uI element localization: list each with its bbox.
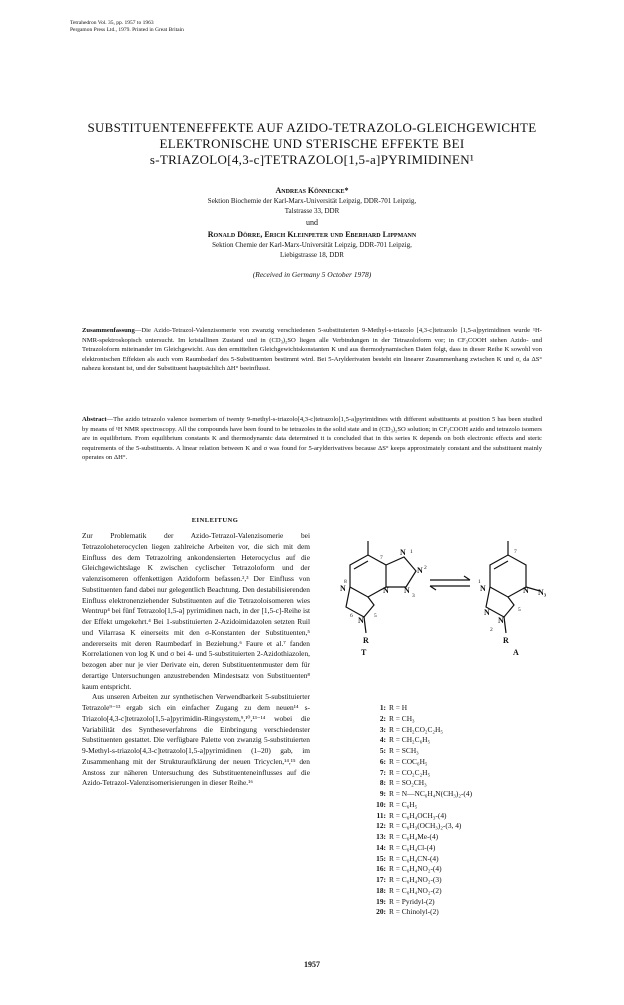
author-2: Ronald Dörre, Erich Kleinpeter und Eberhard Lippmann xyxy=(207,230,417,239)
a-atom-n4: N xyxy=(484,608,490,617)
compound-substituent: R = C₆H₄Me-(4) xyxy=(389,832,439,841)
compound-substituent: R = SCH₃ xyxy=(389,746,419,755)
compound-item xyxy=(368,789,568,800)
equilibrium-arrow-forward xyxy=(430,576,470,580)
compound-list xyxy=(368,703,568,918)
and-separator: und xyxy=(306,218,318,227)
journal-citation: Tetrahedron Vol. 35, pp. 1957 to 1963 xyxy=(70,20,154,26)
compound-substituent: R = CH₂C₆H₅ xyxy=(389,735,431,745)
intro-paragraph-1: Zur Problematik der Azido-Tetrazol-Valenzisomerie bei Tetrazoloheterocyclen liegen zahlreiche Arbeiten vor, die sich mit dem Einfluss des dem Tetrazolring ankondensierten Heterocyclus auf die Gleichgewichtslage K zwischen cyclischer Tetrazoloform und der valenzisomeren offenkettigen Azidoform befassen.²,³ Der Einfluss von Substituenten fand dabei nur gelegentlich Beachtung. Den destabilisierenden Einfluss elektronenziehender Substituenten auf die Tetrazoloisomeren wies Wentrup⁴ bei fünf Tetrazolo[1,5-a] pyrimidinen nach, in der [1,5-c]-Reihe ist der Effekt umgekehrt.⁴ Bei 1-substituierten 2-Azidoimidazolen setzten Ruil und Vilarrasa K einerseits mit den σ-Konstanten der Substituenten,⁵ andererseits mit deren Raumbedarf in Beziehung.⁶ Faure et al.⁷ fanden Korrelationen von log K und σ bei 4- und 5-substituierten 2-Azidothiazolen, bezogen aber nur je vier Derivate ein, deren Substituentenmuster dem für derartige Untersuchungen anzustrebenden Mindestsatz von Substituenten⁸ kaum entspricht. xyxy=(82,531,310,691)
compound-item xyxy=(368,714,568,725)
t-atom-n3: N xyxy=(404,586,410,595)
publisher-line: Pergamon Press Ltd., 1979. Printed in Great Britain xyxy=(70,27,184,33)
t-atom-n6: N xyxy=(358,616,364,625)
t-locant-7: 7 xyxy=(380,555,383,561)
compound-number: 5: xyxy=(379,746,386,755)
page-number: 1957 xyxy=(304,960,320,969)
tetrazolo-form-label: T xyxy=(361,648,367,657)
received-date: (Received in Germany 5 October 1978) xyxy=(252,270,372,279)
compound-number: 15: xyxy=(376,853,386,863)
compound-item xyxy=(368,746,568,757)
compound-number: 4: xyxy=(379,735,386,745)
compound-number: 7: xyxy=(379,767,386,777)
abstract-english xyxy=(82,415,542,463)
a-locant-2: 2 xyxy=(490,627,493,633)
equilibrium-arrow-back xyxy=(430,586,470,590)
introduction-text xyxy=(82,531,310,789)
abstract-german-text: —Die Azido-Tetrazol-Valenzisomerie von zwanzig verschiedenen 5-substituierten 9-Methyl-s-triazolo [4,3-c]tetrazolo [1,5-a]pyrimidinen wurde ¹H-NMR-spektroskopisch untersucht. Im kristallinen Zustand und in (CD₃)₂SO liegen alle Verbindungen in der Tetrazoloform vor; in CF₃COOH stehen Azido- und Tetrazoloform miteinander im Gleichgewicht. Aus den ermittelten Gleichgewichtskonstanten K und aus thermodynamischen Daten folgt, dass in dieser Reihe K sowohl von elektronischen Effekten als auch vom Raumbedarf des 5-Substituenten bestimmt wird. Bei 5-Arylderivaten besteht ein linearer Zusammenhang zwischen K und σ, da ΔS° nahezu konstant ist, und der Substituent hauptsächlich ΔH° beeinflusst. xyxy=(82,327,542,373)
affiliation-1-line-1: Sektion Biochemie der Karl-Marx-Universität Leipzig, DDR-701 Leipzig, xyxy=(207,197,417,205)
compound-substituent: R = C₆H₃(OCH₃)₂-(3, 4) xyxy=(389,821,462,831)
t-locant-3: 3 xyxy=(412,593,415,599)
t-atom-n1: N xyxy=(400,548,406,557)
compound-substituent: R = Pyridyl-(2) xyxy=(389,896,435,906)
t-locant-1: 1 xyxy=(410,549,413,555)
compound-item xyxy=(368,811,568,822)
compound-substituent: R = C₆H₄CN-(4) xyxy=(389,853,439,863)
compound-number: 2: xyxy=(379,713,386,723)
a-r-bond xyxy=(504,617,506,633)
compound-substituent: R = Chinolyl-(2) xyxy=(389,907,439,917)
compound-number: 9: xyxy=(379,789,386,798)
compound-substituent: R = C₆H₄Cl-(4) xyxy=(389,842,436,852)
compound-number: 6: xyxy=(379,756,386,766)
intro-paragraph-2: Aus unseren Arbeiten zur synthetischen Verwendbarkeit 5-substituierter Tetrazole⁹⁻¹³ ergab sich ein einfacher Zugang zu dem neuen¹⁴ s-Triazolo[4,3-c]tetrazolo[1,5-a]pyrimidin-Ringsystem,⁹,¹⁰,¹³⁻¹⁴ wobei die Variabilität des Syntheseverfahrens die Einbringung verschiedenster Substituenten gestattet. Die verfügbare Palette von zwanzig 5-substituierten 9-Methyl-s-triazolo[4,3-c]tetrazolo[1,5-a]pyrimidinen (1–20) gab, im Zusammenhang mit der Strukturaufklärung der neuen Tricyclen,¹⁴,¹⁵ den Anstoss zur näheren Untersuchung des Substituenteneinflusses auf die Azido-Tetrazol-Valenzisomerisierungen in dieser Reihe.¹⁶ xyxy=(82,692,310,788)
compound-item xyxy=(368,778,568,789)
equilibrium-scheme xyxy=(320,525,550,655)
compound-item xyxy=(368,897,568,908)
compound-number: 14: xyxy=(376,842,386,852)
compound-substituent: R = C₆H₅ xyxy=(389,799,418,809)
azido-form-label: A xyxy=(513,648,519,657)
a-locant-7: 7 xyxy=(514,549,517,555)
compound-item xyxy=(368,735,568,746)
author-block xyxy=(60,186,564,280)
abstract-german xyxy=(82,326,542,374)
compound-substituent: R = C₆H₄NO₂-(3) xyxy=(389,875,442,884)
compound-number: 18: xyxy=(376,885,386,895)
a-atom-n2: N xyxy=(523,586,529,595)
a-atom-azide: N₃ xyxy=(538,588,547,597)
compound-substituent: R = COC₆H₅ xyxy=(389,756,428,766)
title-line-2: ELEKTRONISCHE UND STERISCHE EFFEKTE BEI xyxy=(159,136,465,151)
t-locant-8: 8 xyxy=(344,579,347,585)
t-atom-r: R xyxy=(363,636,369,645)
compound-substituent: R = SO₂CH₃ xyxy=(389,778,427,788)
a-locant-1: 1 xyxy=(478,579,481,585)
compound-number: 11: xyxy=(376,810,386,820)
compound-substituent: R = C₆H₄NO₂-(2) xyxy=(389,885,442,895)
a-locant-5: 5 xyxy=(518,607,521,613)
compound-number: 3: xyxy=(379,724,386,734)
t-atom-n4: N xyxy=(383,586,389,595)
abstract-english-lead: Abstract xyxy=(82,416,107,423)
compound-item xyxy=(368,843,568,854)
a-triazole-ring xyxy=(486,587,514,617)
a-atom-n3: N xyxy=(498,616,504,625)
compound-number: 20: xyxy=(376,907,386,917)
compound-item xyxy=(368,886,568,897)
a-atom-r: R xyxy=(503,636,509,645)
affiliation-2-line-1: Sektion Chemie der Karl-Marx-Universität Leipzig, DDR-701 Leipzig, xyxy=(212,241,412,249)
compound-item xyxy=(368,768,568,779)
compound-item xyxy=(368,725,568,736)
compound-number: 17: xyxy=(376,875,386,884)
compound-item xyxy=(368,703,568,714)
compound-substituent: R = C₆H₄OCH₃-(4) xyxy=(389,810,447,820)
affiliation-2-line-2: Liebigstrasse 18, DDR xyxy=(280,251,344,259)
compound-number: 16: xyxy=(376,864,386,874)
compound-item xyxy=(368,864,568,875)
a-atom-n1: N xyxy=(480,584,486,593)
compound-item xyxy=(368,875,568,886)
title-line-1: SUBSTITUENTENEFFEKTE AUF AZIDO-TETRAZOLO-GLEICHGEWICHTE xyxy=(87,120,537,135)
compound-substituent: R = H xyxy=(389,703,408,712)
compound-number: 19: xyxy=(376,896,386,906)
compound-item xyxy=(368,907,568,918)
compound-item xyxy=(368,832,568,843)
title-line-3: s-TRIAZOLO[4,3-c]TETRAZOLO[1,5-a]PYRIMIDINEN¹ xyxy=(149,152,475,167)
compound-substituent: R = CO₂C₂H₅ xyxy=(389,767,431,777)
abstract-german-lead: Zusammenfassung xyxy=(82,327,135,334)
compound-number: 1: xyxy=(379,703,386,712)
abstract-english-text: —The azido tetrazolo valence isomerism of twenty 9-methyl-s-triazolo[4,3-c]tetrazolo[1,5-a]pyrimidines with different substituents at position 5 has been studied by means of ¹H NMR spectroscopy. All the compounds have been found to be tetrazoles in the solid state and in (CD₃)₂SO solution; in CF₃COOH azido and tetrazolo isomers are in equilibrium. From equilibrium constants K and thermodynamic data determined it is concluded that in this series K depends on both electronic effects and steric requirements of the 5-substituents. A linear relation between K and σ was found for 5-arylderivatives because ΔS° keeps approximately constant and the substituent mainly operates on ΔH°. xyxy=(82,416,542,462)
journal-header xyxy=(70,20,184,34)
compound-number: 12: xyxy=(376,821,386,831)
compound-number: 13: xyxy=(376,832,386,841)
affiliation-1-line-2: Talstrasse 33, DDR xyxy=(284,207,340,215)
compound-substituent: R = CH₂CO₂C₂H₅ xyxy=(389,724,443,734)
compound-item xyxy=(368,800,568,811)
compound-substituent: R = C₆H₄NO₂-(4) xyxy=(389,864,442,874)
paper-title xyxy=(10,120,614,168)
compound-number: 10: xyxy=(376,799,386,809)
t-atom-n5: N xyxy=(340,584,346,593)
compound-number: 8: xyxy=(379,778,386,788)
compound-substituent: R = CH₃ xyxy=(389,713,415,723)
section-heading: EINLEITUNG xyxy=(191,517,239,524)
compound-item xyxy=(368,854,568,865)
t-tetrazole-ring xyxy=(386,557,416,587)
author-1: Andreas Könnecke* xyxy=(275,186,349,195)
t-locant-6: 6 xyxy=(350,613,353,619)
t-r-bond xyxy=(364,617,366,633)
compound-substituent: R = N—NC₆H₄N(CH₃)₂-(4) xyxy=(389,789,473,798)
t-atom-n2: N xyxy=(417,566,423,575)
compound-item xyxy=(368,757,568,768)
t-locant-5: 5 xyxy=(374,613,377,619)
t-locant-2: 2 xyxy=(424,565,427,571)
compound-item xyxy=(368,821,568,832)
